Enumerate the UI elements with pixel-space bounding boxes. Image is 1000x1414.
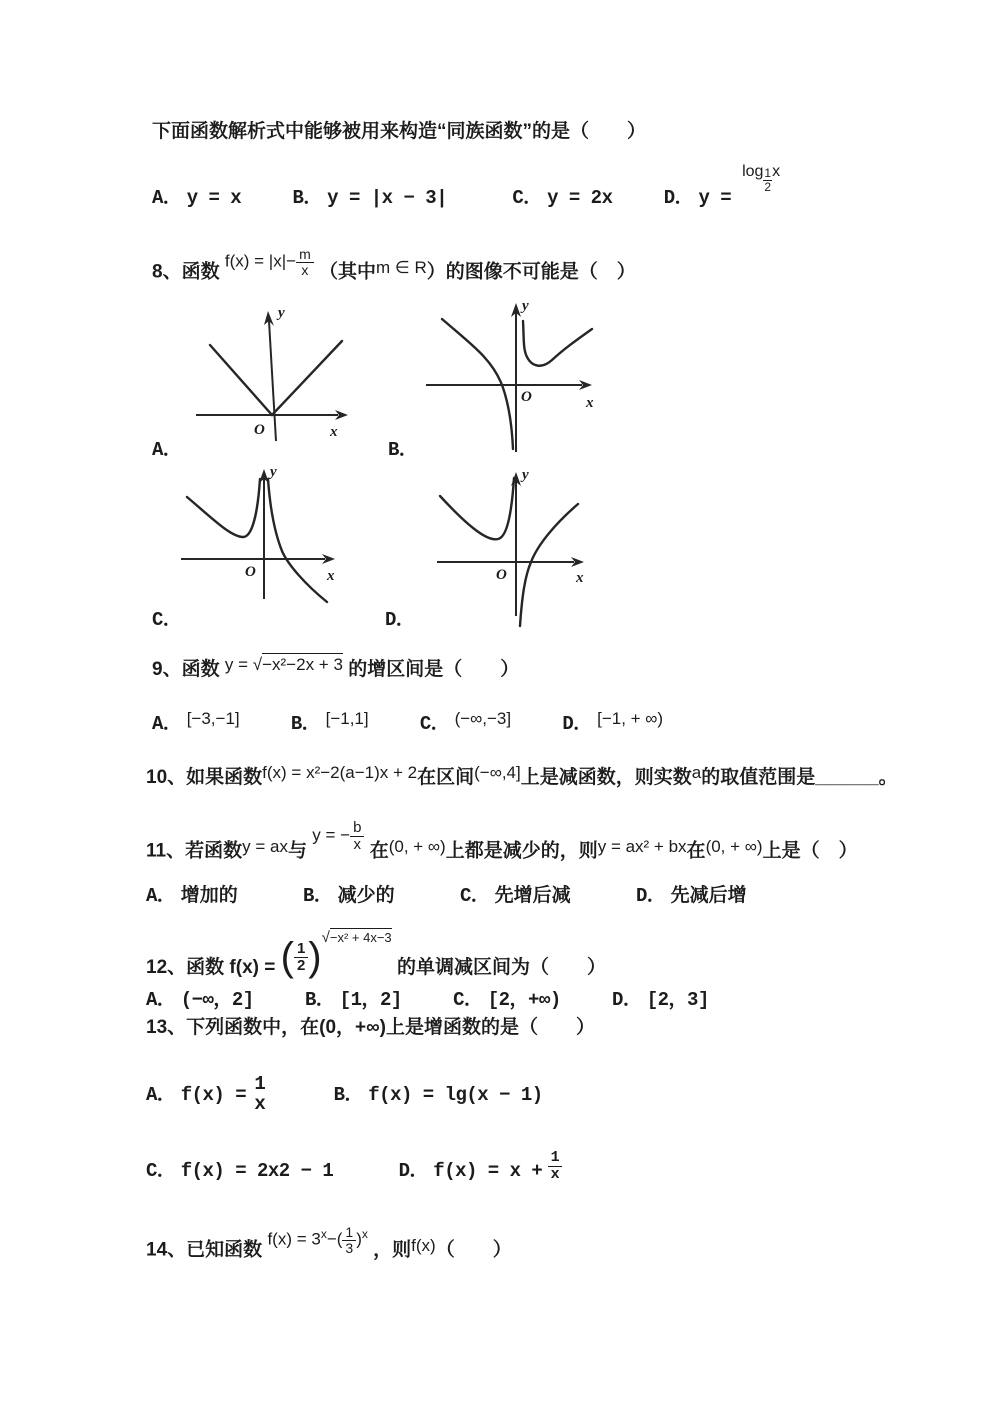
q9-option-b: B． [−1,1] xyxy=(290,709,369,735)
q8-fraction-m-over-x xyxy=(296,247,314,277)
q12-option-d: D． [2，3] xyxy=(612,989,709,1011)
log-argument: x xyxy=(772,163,781,180)
q13-d-frac-wrap xyxy=(548,1150,563,1183)
graph-d-label: D． xyxy=(385,609,415,631)
question-13-options-ab xyxy=(146,1075,543,1115)
q11-interval-2: (0, + ∞) xyxy=(705,836,763,856)
q9-radicand: −x²−2x + 3 xyxy=(262,655,343,674)
q8-number: 8、 xyxy=(152,261,182,283)
q12-option-b: B． [1，2] xyxy=(304,989,402,1011)
q12-close-paren: ) xyxy=(308,935,322,979)
q11-option-d: D． 先减后增 xyxy=(635,885,747,907)
q7-stem-text: 下面函数解析式中能够被用来构造“同族函数”的是（ ） xyxy=(152,121,647,142)
q11-option-a: A． 增加的 xyxy=(146,885,238,907)
q11-fraction-b-over-x: $\frac{b}{x}$ xyxy=(350,820,364,853)
q7-option-d-label: D． xyxy=(663,187,694,209)
graph-c-x-label: x xyxy=(327,568,335,584)
q14-tail: （ ） xyxy=(435,1239,512,1261)
graph-a-origin-label: O xyxy=(254,422,265,438)
q9-number: 9、 xyxy=(152,659,182,680)
q12-open-paren: ( xyxy=(280,935,294,979)
q12-option-a: A． (−∞，2] xyxy=(146,989,254,1011)
q7-log-half-x-formula xyxy=(742,162,780,194)
graph-a-x-label: x xyxy=(330,424,338,440)
question-14-stem xyxy=(146,1224,512,1266)
q12-number: 12、 xyxy=(146,957,187,979)
q10-lead: 如果函数 xyxy=(186,767,263,788)
q14-fraction-1-over-3: $\frac{1}{3}$ xyxy=(342,1225,356,1255)
q11-conj: 与 xyxy=(287,840,307,862)
q12-base-fraction: $\frac{1}{2}$ xyxy=(294,941,308,974)
q12-exponent xyxy=(322,929,392,948)
q9-tail: 的增区间是（ ） xyxy=(348,659,520,680)
question-11-stem xyxy=(146,819,858,869)
log-word: log xyxy=(742,163,764,180)
question-12-options xyxy=(146,988,709,1013)
q7-option-c xyxy=(512,187,612,208)
q10-tail: 的取值范围是______。 xyxy=(701,767,898,788)
q7-option-c-formula: y = 2x xyxy=(547,187,613,209)
q11-mid3: 在 xyxy=(686,840,706,862)
q14-mid: ，则 xyxy=(373,1239,412,1261)
log-base-numerator: 1 xyxy=(764,165,772,180)
q11-option-c: C． 先增后减 xyxy=(459,885,571,907)
graph-d-peak-and-rising-branch-curve xyxy=(432,466,590,630)
log-base-denominator: 2 xyxy=(764,180,772,194)
q10-formula: f(x) = x²−2(a−1)x + 2 xyxy=(262,763,418,782)
q11-mid1: 在 xyxy=(369,840,389,862)
q7-option-a-label: A． xyxy=(152,187,182,209)
q13-d-fraction-1-over-x: $\frac{1}{x}$ xyxy=(548,1150,563,1183)
graph-a-abs-v-shape xyxy=(190,303,355,445)
q7-option-d xyxy=(663,163,781,209)
log-base-fraction xyxy=(763,167,772,194)
q13-a-fraction-1-over-x: 1 x xyxy=(254,1073,266,1115)
graph-b-x-label: x xyxy=(586,395,594,411)
q10-number: 10、 xyxy=(146,767,187,788)
q13-option-d: D． f(x) = x + $\frac{1}{x}$ xyxy=(399,1160,563,1181)
q10-interval: (−∞,4] xyxy=(474,763,521,782)
q8-formula-prefix: f(x) = |x|− xyxy=(224,251,297,271)
q10-mid2: 上是减函数，则实数 xyxy=(520,767,692,788)
q11-mid2: 上都是减少的，则 xyxy=(445,840,598,862)
q9-formula xyxy=(225,654,343,675)
q8-frac-denominator: x xyxy=(301,261,309,278)
q11-tail: 上是（ ） xyxy=(762,840,858,862)
q12-tail: 的单调减区间为（ ） xyxy=(396,957,606,979)
question-13-options-cd xyxy=(146,1149,562,1188)
graph-b-y-label: y xyxy=(522,298,529,314)
q9-formula-prefix: y = xyxy=(224,655,253,674)
q9-option-c: C． (−∞,−3] xyxy=(419,709,512,735)
graph-a-y-label: y xyxy=(278,305,285,321)
graph-b-origin-label: O xyxy=(521,389,532,405)
q12-lead: 函数 f(x) = xyxy=(186,957,276,979)
q7-option-b xyxy=(292,187,447,208)
q8-frac-numerator: m xyxy=(296,247,314,263)
q11-formula-3: y = ax² + bx xyxy=(597,836,687,856)
question-12-stem xyxy=(146,929,606,986)
graph-b-label: B． xyxy=(388,439,418,461)
q14-formula: $f(x) = 3^x-$( $\frac{1}{3}$ )$^x$ xyxy=(267,1224,368,1256)
q7-option-a xyxy=(152,187,241,208)
question-9-options xyxy=(152,709,664,737)
q8-lead: 函数 xyxy=(181,261,220,283)
q12-option-c: C． [2，+∞) xyxy=(453,989,561,1011)
graph-a-label: A． xyxy=(152,439,182,461)
q10-mid1: 在区间 xyxy=(417,767,475,788)
q8-formula xyxy=(225,247,314,277)
q13-option-a: A． f(x) = 1 x xyxy=(146,1084,268,1105)
graph-b-hyperbolic-curve xyxy=(420,297,602,459)
q7-option-c-label: C． xyxy=(512,187,542,209)
q12-sqrt-sign: √ xyxy=(321,929,330,947)
q7-option-b-formula: y = |x − 3| xyxy=(327,187,448,209)
q11-formula-1: y = ax xyxy=(242,836,288,856)
q11-lead: 若函数 xyxy=(185,840,243,862)
q11-number: 11、 xyxy=(146,840,186,862)
graph-d-x-label: x xyxy=(576,570,584,586)
graph-d-y-label: y xyxy=(522,467,529,483)
question-7-stem xyxy=(152,120,646,144)
q8-m-in-r: m ∈ R xyxy=(376,257,427,277)
q13-option-c: C． f(x) = 2x2 − 1 xyxy=(146,1160,334,1183)
q11-f2-prefix: y = − xyxy=(312,825,351,845)
question-11-options xyxy=(146,884,747,909)
q14-number: 14、 xyxy=(146,1239,187,1261)
q14-exponent-1: x xyxy=(320,1227,327,1242)
q12-exp-radicand: −x² + 4x−3 xyxy=(329,930,392,946)
question-9-stem xyxy=(152,655,520,682)
graph-c-y-label: y xyxy=(270,464,277,480)
q10-variable-a: a xyxy=(691,763,702,782)
q7-option-d-prefix: y = xyxy=(698,187,743,209)
q7-option-a-formula: y = x xyxy=(186,187,242,209)
question-13-stem xyxy=(146,1016,595,1040)
q14-lead: 已知函数 xyxy=(186,1239,263,1261)
q11-formula-2 xyxy=(312,820,364,853)
q9-option-d: D． [−1, + ∞) xyxy=(562,709,664,735)
q13-option-b: B． f(x) = lg(x − 1) xyxy=(333,1083,543,1106)
q8-mid2: ）的图像不可能是（ ） xyxy=(426,261,636,283)
q7-option-b-label: B． xyxy=(292,187,322,209)
graph-c-origin-label: O xyxy=(245,564,256,580)
q14-fx-ref: f(x) xyxy=(411,1235,436,1255)
q12-formula xyxy=(280,929,392,979)
q9-sqrt-sign: √ xyxy=(252,655,263,674)
q13-number: 13、 xyxy=(146,1017,187,1038)
q8-mid1: （其中 xyxy=(319,261,377,283)
graph-c-peak-then-descending-curve xyxy=(175,463,347,605)
q11-interval-1: (0, + ∞) xyxy=(388,836,446,856)
q13-stem-text: 下列函数中，在(0，+∞)上是增函数的是（ ） xyxy=(186,1017,596,1038)
q11-option-b: B． 减少的 xyxy=(302,885,395,907)
question-10-stem xyxy=(146,763,898,790)
q9-option-a: A． [−3,−1] xyxy=(152,709,240,735)
q9-lead: 函数 xyxy=(181,659,220,680)
graph-c-label: C． xyxy=(152,609,182,631)
question-8-stem xyxy=(152,246,636,288)
graph-d-origin-label: O xyxy=(496,567,507,583)
question-7-options xyxy=(152,163,781,221)
q14-exponent-2: x xyxy=(361,1227,368,1242)
